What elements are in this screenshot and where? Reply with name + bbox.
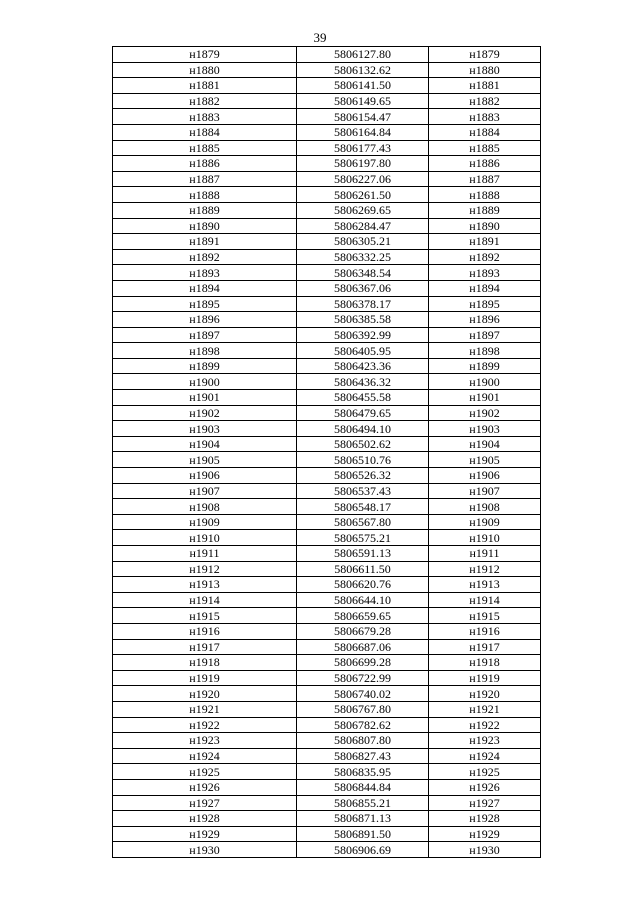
point-id-repeat-cell: н1882 [429, 93, 541, 109]
table-row [113, 280, 541, 296]
point-id-repeat-cell: н1916 [429, 623, 541, 639]
coordinate-value-cell: 5806479.65 [297, 405, 429, 421]
point-id-cell: н1899 [113, 358, 297, 374]
coordinate-value-cell: 5806679.28 [297, 623, 429, 639]
coordinate-value-cell: 5806548.17 [297, 499, 429, 515]
coordinate-value-cell: 5806807.80 [297, 733, 429, 749]
point-id-repeat-cell: н1922 [429, 717, 541, 733]
point-id-cell: н1929 [113, 826, 297, 842]
point-id-repeat-cell: н1925 [429, 764, 541, 780]
coordinates-table [112, 46, 541, 858]
table-row [113, 234, 541, 250]
point-id-repeat-cell: н1900 [429, 374, 541, 390]
table-row [113, 717, 541, 733]
table-row [113, 312, 541, 328]
table-row [113, 795, 541, 811]
coordinate-value-cell: 5806423.36 [297, 358, 429, 374]
point-id-repeat-cell: н1890 [429, 218, 541, 234]
table-row [113, 421, 541, 437]
point-id-repeat-cell: н1918 [429, 655, 541, 671]
table-row [113, 546, 541, 562]
coordinate-value-cell: 5806699.28 [297, 655, 429, 671]
coordinate-value-cell: 5806906.69 [297, 842, 429, 858]
table-row [113, 202, 541, 218]
point-id-cell: н1882 [113, 93, 297, 109]
table-row [113, 140, 541, 156]
point-id-cell: н1909 [113, 514, 297, 530]
coordinate-value-cell: 5806177.43 [297, 140, 429, 156]
point-id-repeat-cell: н1889 [429, 202, 541, 218]
table-row [113, 109, 541, 125]
point-id-repeat-cell: н1926 [429, 779, 541, 795]
coordinate-value-cell: 5806392.99 [297, 327, 429, 343]
point-id-repeat-cell: н1880 [429, 62, 541, 78]
coordinate-value-cell: 5806305.21 [297, 234, 429, 250]
point-id-repeat-cell: н1929 [429, 826, 541, 842]
point-id-repeat-cell: н1917 [429, 639, 541, 655]
coordinate-value-cell: 5806767.80 [297, 701, 429, 717]
point-id-repeat-cell: н1924 [429, 748, 541, 764]
point-id-cell: н1905 [113, 452, 297, 468]
point-id-repeat-cell: н1898 [429, 343, 541, 359]
coordinate-value-cell: 5806348.54 [297, 265, 429, 281]
point-id-repeat-cell: н1911 [429, 546, 541, 562]
table-row [113, 249, 541, 265]
table-row [113, 405, 541, 421]
point-id-cell: н1887 [113, 171, 297, 187]
table-row [113, 374, 541, 390]
coordinates-table-body [113, 47, 541, 858]
point-id-cell: н1908 [113, 499, 297, 515]
point-id-cell: н1889 [113, 202, 297, 218]
point-id-cell: н1904 [113, 436, 297, 452]
table-row [113, 156, 541, 172]
point-id-cell: н1923 [113, 733, 297, 749]
coordinate-value-cell: 5806620.76 [297, 577, 429, 593]
point-id-cell: н1926 [113, 779, 297, 795]
coordinate-value-cell: 5806644.10 [297, 592, 429, 608]
point-id-cell: н1893 [113, 265, 297, 281]
table-row [113, 764, 541, 780]
table-row [113, 483, 541, 499]
coordinate-value-cell: 5806127.80 [297, 47, 429, 63]
point-id-repeat-cell: н1921 [429, 701, 541, 717]
coordinate-value-cell: 5806526.32 [297, 468, 429, 484]
coordinate-value-cell: 5806385.58 [297, 312, 429, 328]
table-row [113, 499, 541, 515]
coordinate-value-cell: 5806722.99 [297, 670, 429, 686]
point-id-repeat-cell: н1905 [429, 452, 541, 468]
table-row [113, 343, 541, 359]
table-row [113, 577, 541, 593]
table-row [113, 218, 541, 234]
point-id-cell: н1881 [113, 78, 297, 94]
table-row [113, 779, 541, 795]
point-id-cell: н1920 [113, 686, 297, 702]
point-id-cell: н1890 [113, 218, 297, 234]
coordinate-value-cell: 5806436.32 [297, 374, 429, 390]
coordinate-value-cell: 5806455.58 [297, 390, 429, 406]
table-row [113, 514, 541, 530]
point-id-cell: н1879 [113, 47, 297, 63]
coordinate-value-cell: 5806378.17 [297, 296, 429, 312]
table-row [113, 93, 541, 109]
coordinate-value-cell: 5806844.84 [297, 779, 429, 795]
point-id-repeat-cell: н1914 [429, 592, 541, 608]
point-id-repeat-cell: н1897 [429, 327, 541, 343]
coordinate-value-cell: 5806659.65 [297, 608, 429, 624]
point-id-repeat-cell: н1930 [429, 842, 541, 858]
point-id-repeat-cell: н1896 [429, 312, 541, 328]
point-id-repeat-cell: н1912 [429, 561, 541, 577]
point-id-cell: н1902 [113, 405, 297, 421]
coordinate-value-cell: 5806871.13 [297, 811, 429, 827]
page-number: 39 [313, 30, 327, 45]
coordinate-value-cell: 5806284.47 [297, 218, 429, 234]
point-id-repeat-cell: н1895 [429, 296, 541, 312]
coordinate-value-cell: 5806891.50 [297, 826, 429, 842]
point-id-cell: н1888 [113, 187, 297, 203]
point-id-repeat-cell: н1899 [429, 358, 541, 374]
point-id-cell: н1914 [113, 592, 297, 608]
point-id-cell: н1886 [113, 156, 297, 172]
coordinate-value-cell: 5806502.62 [297, 436, 429, 452]
point-id-cell: н1928 [113, 811, 297, 827]
point-id-cell: н1880 [113, 62, 297, 78]
coordinate-value-cell: 5806510.76 [297, 452, 429, 468]
point-id-repeat-cell: н1907 [429, 483, 541, 499]
table-row [113, 265, 541, 281]
point-id-cell: н1927 [113, 795, 297, 811]
coordinate-value-cell: 5806835.95 [297, 764, 429, 780]
point-id-repeat-cell: н1920 [429, 686, 541, 702]
table-row [113, 701, 541, 717]
point-id-repeat-cell: н1915 [429, 608, 541, 624]
point-id-repeat-cell: н1923 [429, 733, 541, 749]
table-row [113, 436, 541, 452]
point-id-repeat-cell: н1879 [429, 47, 541, 63]
point-id-repeat-cell: н1928 [429, 811, 541, 827]
point-id-repeat-cell: н1881 [429, 78, 541, 94]
point-id-cell: н1895 [113, 296, 297, 312]
coordinate-value-cell: 5806611.50 [297, 561, 429, 577]
coordinate-value-cell: 5806332.25 [297, 249, 429, 265]
point-id-repeat-cell: н1909 [429, 514, 541, 530]
table-row [113, 748, 541, 764]
coordinate-value-cell: 5806269.65 [297, 202, 429, 218]
point-id-cell: н1898 [113, 343, 297, 359]
point-id-cell: н1883 [113, 109, 297, 125]
coordinate-value-cell: 5806827.43 [297, 748, 429, 764]
table-row [113, 842, 541, 858]
table-row [113, 639, 541, 655]
coordinate-value-cell: 5806575.21 [297, 530, 429, 546]
coordinate-value-cell: 5806149.65 [297, 93, 429, 109]
point-id-cell: н1896 [113, 312, 297, 328]
table-row [113, 655, 541, 671]
coordinate-value-cell: 5806405.95 [297, 343, 429, 359]
table-row [113, 733, 541, 749]
table-row [113, 47, 541, 63]
point-id-cell: н1903 [113, 421, 297, 437]
point-id-cell: н1913 [113, 577, 297, 593]
point-id-cell: н1897 [113, 327, 297, 343]
point-id-cell: н1918 [113, 655, 297, 671]
point-id-cell: н1916 [113, 623, 297, 639]
point-id-cell: н1915 [113, 608, 297, 624]
point-id-repeat-cell: н1903 [429, 421, 541, 437]
point-id-repeat-cell: н1884 [429, 124, 541, 140]
point-id-cell: н1901 [113, 390, 297, 406]
coordinate-value-cell: 5806227.06 [297, 171, 429, 187]
point-id-repeat-cell: н1908 [429, 499, 541, 515]
point-id-cell: н1912 [113, 561, 297, 577]
point-id-cell: н1894 [113, 280, 297, 296]
table-row [113, 78, 541, 94]
point-id-cell: н1925 [113, 764, 297, 780]
point-id-repeat-cell: н1927 [429, 795, 541, 811]
point-id-cell: н1900 [113, 374, 297, 390]
table-row [113, 468, 541, 484]
table-row [113, 826, 541, 842]
point-id-repeat-cell: н1892 [429, 249, 541, 265]
coordinate-value-cell: 5806154.47 [297, 109, 429, 125]
table-row [113, 62, 541, 78]
point-id-cell: н1917 [113, 639, 297, 655]
point-id-repeat-cell: н1919 [429, 670, 541, 686]
point-id-repeat-cell: н1886 [429, 156, 541, 172]
table-row [113, 670, 541, 686]
point-id-cell: н1921 [113, 701, 297, 717]
point-id-cell: н1906 [113, 468, 297, 484]
table-row [113, 623, 541, 639]
point-id-cell: н1930 [113, 842, 297, 858]
point-id-repeat-cell: н1883 [429, 109, 541, 125]
point-id-repeat-cell: н1894 [429, 280, 541, 296]
table-row [113, 608, 541, 624]
coordinate-value-cell: 5806855.21 [297, 795, 429, 811]
table-row [113, 530, 541, 546]
table-row [113, 327, 541, 343]
coordinate-value-cell: 5806591.13 [297, 546, 429, 562]
table-row [113, 561, 541, 577]
point-id-cell: н1911 [113, 546, 297, 562]
point-id-repeat-cell: н1904 [429, 436, 541, 452]
coordinate-value-cell: 5806197.80 [297, 156, 429, 172]
coordinate-value-cell: 5806567.80 [297, 514, 429, 530]
point-id-repeat-cell: н1888 [429, 187, 541, 203]
table-row [113, 811, 541, 827]
point-id-cell: н1885 [113, 140, 297, 156]
point-id-repeat-cell: н1887 [429, 171, 541, 187]
point-id-repeat-cell: н1893 [429, 265, 541, 281]
point-id-cell: н1910 [113, 530, 297, 546]
table-row [113, 452, 541, 468]
point-id-repeat-cell: н1885 [429, 140, 541, 156]
table-row [113, 358, 541, 374]
coordinate-value-cell: 5806141.50 [297, 78, 429, 94]
table-row [113, 592, 541, 608]
coordinate-value-cell: 5806367.06 [297, 280, 429, 296]
coordinate-value-cell: 5806537.43 [297, 483, 429, 499]
point-id-cell: н1892 [113, 249, 297, 265]
point-id-repeat-cell: н1891 [429, 234, 541, 250]
point-id-repeat-cell: н1902 [429, 405, 541, 421]
table-row [113, 296, 541, 312]
point-id-cell: н1907 [113, 483, 297, 499]
point-id-cell: н1891 [113, 234, 297, 250]
point-id-repeat-cell: н1901 [429, 390, 541, 406]
table-row [113, 187, 541, 203]
table-row [113, 124, 541, 140]
point-id-cell: н1924 [113, 748, 297, 764]
coordinate-value-cell: 5806687.06 [297, 639, 429, 655]
point-id-repeat-cell: н1906 [429, 468, 541, 484]
coordinate-value-cell: 5806494.10 [297, 421, 429, 437]
point-id-cell: н1919 [113, 670, 297, 686]
point-id-cell: н1922 [113, 717, 297, 733]
coordinate-value-cell: 5806132.62 [297, 62, 429, 78]
table-row [113, 686, 541, 702]
point-id-repeat-cell: н1913 [429, 577, 541, 593]
table-row [113, 390, 541, 406]
coordinate-value-cell: 5806740.02 [297, 686, 429, 702]
coordinate-value-cell: 5806261.50 [297, 187, 429, 203]
table-row [113, 171, 541, 187]
point-id-repeat-cell: н1910 [429, 530, 541, 546]
coordinate-value-cell: 5806782.62 [297, 717, 429, 733]
coordinate-value-cell: 5806164.84 [297, 124, 429, 140]
point-id-cell: н1884 [113, 124, 297, 140]
